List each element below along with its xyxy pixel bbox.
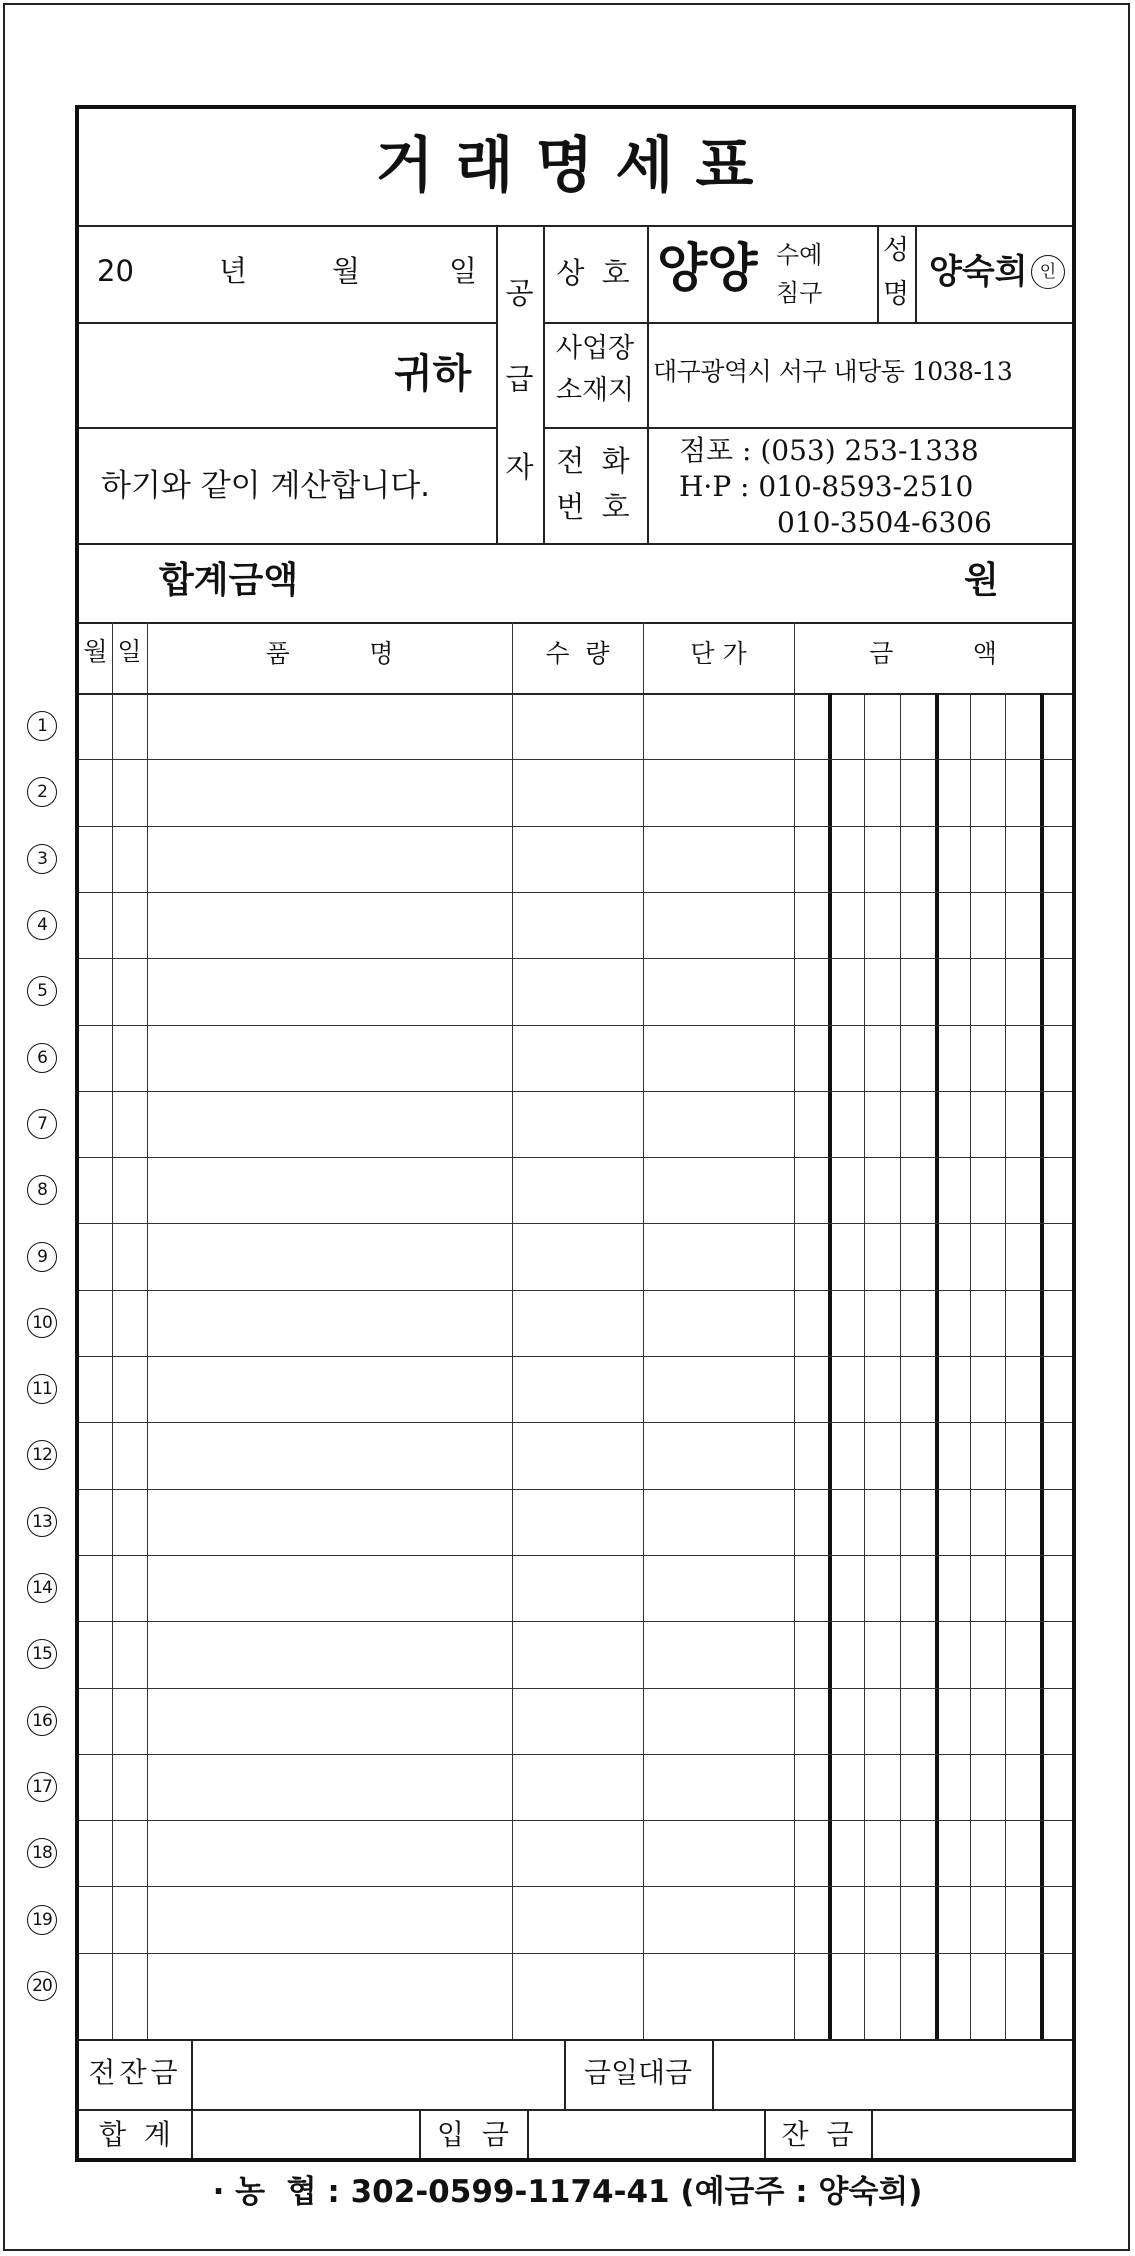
phone-hp: H·P : 010-8593-2510: [679, 470, 974, 503]
row-number: 6: [27, 1043, 57, 1073]
table-row-divider: [79, 958, 1072, 959]
supplier-label-2: 급: [505, 362, 534, 396]
row-number: 10: [27, 1308, 57, 1338]
business-name-sub-top: 수예: [776, 241, 823, 269]
balance-label: 잔 금: [781, 2118, 854, 2151]
row-number: 9: [27, 1242, 57, 1272]
column-day: 일: [117, 637, 142, 666]
phone-store: 점포 : (053) 253-1338: [679, 434, 979, 467]
recipient-suffix: 귀하: [394, 351, 472, 397]
row-number: 16: [27, 1706, 57, 1736]
table-row-divider: [79, 1290, 1072, 1291]
date-year-prefix: 20: [97, 254, 134, 288]
form-title: 거래명세표: [375, 131, 776, 201]
table-row-divider: [79, 1489, 1072, 1490]
owner-label-top: 성: [882, 235, 910, 266]
business-name-label: 상 호: [556, 256, 634, 290]
table-row-divider: [79, 1356, 1072, 1357]
owner-label-bottom: 명: [882, 279, 910, 310]
row-number: 14: [27, 1573, 57, 1603]
calculation-notice: 하기와 같이 계산합니다.: [101, 468, 431, 504]
table-row-divider: [79, 1555, 1072, 1556]
table-row-divider: [79, 1157, 1072, 1158]
phone-hp-2: 010-3504-6306: [777, 506, 992, 539]
row-number: 17: [27, 1772, 57, 1802]
date-year-label: 년: [219, 254, 248, 288]
row-number: 20: [27, 1971, 57, 2001]
sum-label: 합 계: [99, 2118, 171, 2151]
row-number: 4: [27, 910, 57, 940]
table-row-divider: [79, 1025, 1072, 1026]
table-row-divider: [79, 826, 1072, 827]
column-amount: 금 액: [869, 639, 997, 668]
row-number: 5: [27, 976, 57, 1006]
column-quantity: 수 량: [545, 639, 610, 668]
previous-balance-label: 전잔금: [88, 2056, 182, 2089]
row-number: 3: [27, 844, 57, 874]
address-label-top: 사업장: [555, 333, 635, 364]
row-number: 18: [27, 1838, 57, 1868]
table-row-divider: [79, 1223, 1072, 1224]
table-row-divider: [79, 1953, 1072, 1954]
address-label-bottom: 소재지: [555, 375, 635, 406]
business-name-sub-bottom: 침구: [776, 279, 823, 307]
table-row-divider: [79, 892, 1072, 893]
row-number: 19: [27, 1905, 57, 1935]
table-row-divider: [79, 1422, 1072, 1423]
today-amount-label: 금일대금: [583, 2056, 693, 2089]
column-unit-price: 단 가: [690, 639, 747, 668]
business-name-main: 양양: [657, 239, 758, 299]
row-number: 11: [27, 1374, 57, 1404]
table-row-divider: [79, 759, 1072, 760]
row-number: 13: [27, 1507, 57, 1537]
table-row-divider: [79, 1091, 1072, 1092]
date-day-label: 일: [449, 254, 478, 288]
invoice-form: [75, 105, 1076, 2162]
row-number: 7: [27, 1109, 57, 1139]
table-row-divider: [79, 1688, 1072, 1689]
row-number: 12: [27, 1440, 57, 1470]
row-number: 8: [27, 1175, 57, 1205]
table-row-divider: [79, 1754, 1072, 1755]
table-row-divider: [79, 1886, 1072, 1887]
deposit-label: 입 금: [437, 2118, 509, 2151]
column-item: 품 명: [265, 639, 394, 668]
row-number: 15: [27, 1639, 57, 1669]
date-month-label: 월: [332, 254, 361, 288]
table-row-divider: [79, 1621, 1072, 1622]
address-value: 대구광역시 서구 내당동 1038-13: [653, 357, 1013, 386]
phone-label-bottom: 번 호: [556, 490, 634, 524]
supplier-label-1: 공: [505, 276, 534, 310]
phone-label-top: 전 화: [556, 444, 634, 478]
total-amount-label: 합계금액: [159, 560, 299, 601]
supplier-label-3: 자: [505, 450, 534, 484]
bank-account-line: · 농 협 : 302-0599-1174-41 (예금주 : 양숙희): [212, 2174, 923, 2210]
seal-stamp: 인: [1031, 255, 1065, 289]
row-number: 2: [27, 777, 57, 807]
total-amount-unit: 원: [964, 560, 999, 601]
table-row-divider: [79, 1820, 1072, 1821]
owner-name: 양숙희: [929, 252, 1028, 292]
column-month: 월: [83, 637, 108, 666]
row-number: 1: [27, 711, 57, 741]
